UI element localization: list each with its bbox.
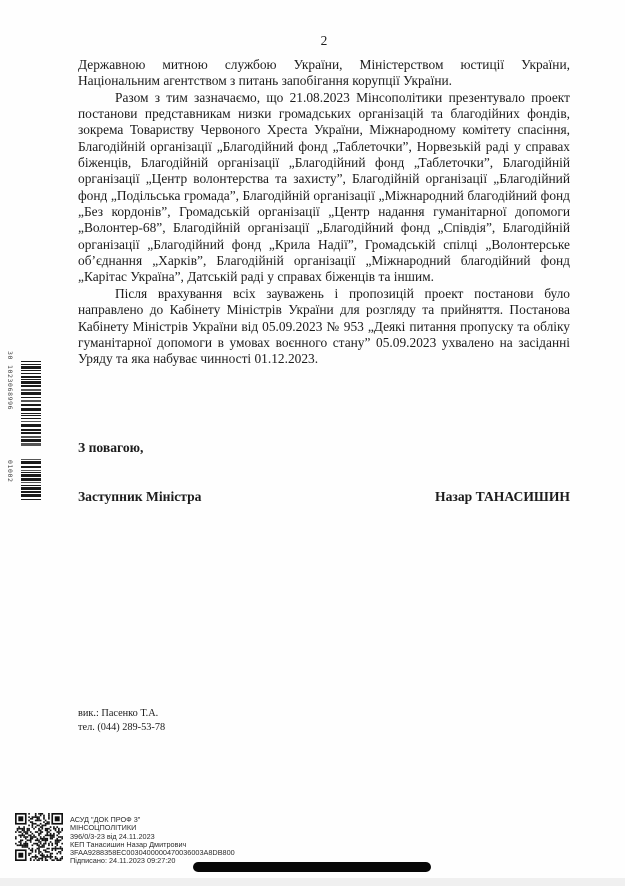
letter-body xyxy=(78,57,570,368)
body-paragraph: Державною митною службою України, Міністерством юстиції України, Національним агентством з питань запобігання корупції України. xyxy=(78,57,570,89)
barcode-digits-middle: 1023068996 xyxy=(6,365,14,411)
stamp-org-line: МІНСОЦПОЛІТИКИ xyxy=(70,823,137,833)
stamp-cert-line: 3FAA9288358EC0030400000470036003A8DB800 xyxy=(70,848,235,858)
barcode-digits-top: 30 xyxy=(6,351,14,361)
barcode-stripes-icon xyxy=(21,351,43,503)
signature-row xyxy=(78,489,570,505)
barcode-digits-bottom: 01002 xyxy=(6,460,14,483)
stamp-system-line: АСУД "ДОК ПРОФ 3" xyxy=(70,815,141,824)
page-edge-shadow xyxy=(0,878,625,886)
body-paragraph: Після врахування всіх зауважень і пропозицій проект постанови було направлено до Кабінету Міністрів України для розгляду та прийняття. Постанова Кабінету Міністрів України від 05.09.2023 № 953 „Деякі питання пропуску та обліку гуманітарної допомоги в умовах воєнного стану” 05.09.2023 ухвалено на засіданні Уряду та яка набуває чинності 01.12.2023. xyxy=(78,285,570,367)
signer-position: Заступник Міністра xyxy=(78,489,202,504)
executor-phone: тел. (044) 289-53-78 xyxy=(78,721,166,733)
signer-name: Назар ТАНАСИШИН xyxy=(435,489,570,504)
signature-bar xyxy=(193,862,431,872)
page-number: 2 xyxy=(320,33,328,48)
stamp-signed-line: Підписано: 24.11.2023 09:27:20 xyxy=(70,856,176,866)
signature-salutation: З повагою, xyxy=(78,440,144,455)
body-paragraph: Разом з тим зазначаємо, що 21.08.2023 Мінсополітики презентувало проект постанови представникам низки громадських організацій та благодійних фондів, зокрема Товариству Червоного Хреста України, Міжнародному комітету спасіння, Благодійній організації „Благодійний фонд „Таблеточки”, Норвезькій раді у справах біженців, Благодійній організації „Благодійний фонд „Таблеточки”, Благодійній організації „Центр волонтерства та захисту”, Благодійній організації „Благодійний фонд „Подільська громада”, Благодійній організації „Міжнародний благодійний фонд „Без кордонів”, Громадській організації „Центр надання гуманітарної допомоги „Волонтер-68”, Благодійній організації „Благодійний фонд „Співдія”, Благодійній організації „Благодійний фонд „Крила Надії”, Громадській спілці „Волонтерське об’єднання „Харків”, Благодійній організації „Міжнародний благодійний фонд „Карітас Україна”, Датській раді у справах біженців та іншим. xyxy=(78,89,570,285)
stamp-docnum-line: 396/0/3-23 від 24.11.2023 xyxy=(70,831,155,841)
executor-info xyxy=(78,707,165,734)
side-barcode xyxy=(6,351,43,503)
executor-name: вик.: Пасенко Т.А. xyxy=(78,708,159,719)
qr-code-icon xyxy=(15,813,63,861)
stamp-text xyxy=(70,816,235,866)
signature-stamp xyxy=(15,811,375,866)
stamp-kep-line: КЕП Танасишин Назар Дмитрович xyxy=(70,839,187,849)
